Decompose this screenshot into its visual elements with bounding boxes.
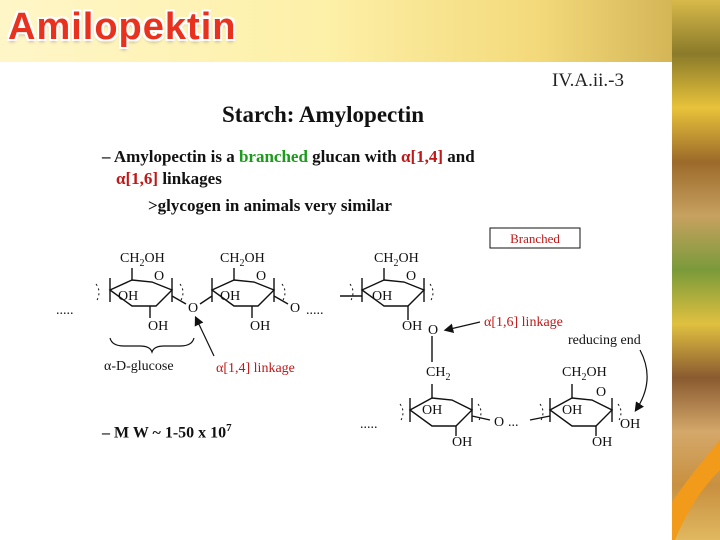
bullet-text-mid: glucan with xyxy=(307,147,401,166)
ring5-ch2oh xyxy=(562,365,607,383)
ring5-ch2oh-sub: 2 xyxy=(581,372,587,383)
chain-dots-left: ..... xyxy=(56,303,74,318)
ring3-oh-left: OH xyxy=(372,289,393,304)
alpha-1-4-arrow xyxy=(196,318,214,356)
glycosidic-oxygen-2: O xyxy=(290,301,301,316)
reducing-end-label: reducing end xyxy=(568,333,641,348)
ring4-oh-bottom: OH xyxy=(452,435,473,450)
alpha-1-6-text: [1,6] linkage xyxy=(491,315,563,330)
alpha-1-6-symbol: α xyxy=(484,315,492,330)
ring2-oxygen: O xyxy=(256,269,267,284)
ring3-ch2oh-tail: OH xyxy=(398,251,419,266)
mw-text: – M W ~ 1-50 x 10 xyxy=(102,424,227,442)
glycosidic-oxygen-3: O xyxy=(494,415,505,430)
alpha-1-6-highlight: α[1,6] xyxy=(116,169,159,188)
ring2-oh-left: OH xyxy=(220,289,241,304)
ring5-ch2oh-tail: OH xyxy=(586,365,607,380)
branched-highlight: branched xyxy=(238,147,308,166)
ring3-oh-bottom: OH xyxy=(402,319,423,334)
slide-reference-code: IV.A.ii.-3 xyxy=(552,70,624,91)
glycosidic-oxygen-1: O xyxy=(188,301,199,316)
glucose-brace xyxy=(110,338,194,352)
ring5-oh-bottom: OH xyxy=(592,435,613,450)
ring2-oh-bottom: OH xyxy=(250,319,271,334)
ch2-sub: 2 xyxy=(445,372,451,383)
ring5-oh-right: OH xyxy=(620,417,641,432)
slide-heading: Starch: Amylopectin xyxy=(222,102,425,127)
chain-dots-short: ... xyxy=(508,415,519,430)
ring1-ch2oh xyxy=(120,251,165,269)
ch2-ch: CH xyxy=(426,365,446,380)
ring3-ch2oh-ch: CH xyxy=(374,251,394,266)
bullet-text-pre: Amylopectin is a xyxy=(113,147,239,166)
ring1-oh-bottom: OH xyxy=(148,319,169,334)
bullet-glycogen-note: >glycogen in animals very similar xyxy=(148,196,392,215)
alpha-1-6-oxygen: O xyxy=(428,323,439,338)
ring2-ch2oh-ch: CH xyxy=(220,251,240,266)
banner-title: Amilopektin xyxy=(8,6,237,48)
alpha-1-4-symbol: α xyxy=(216,361,224,376)
alpha-1-4-highlight: α[1,4] xyxy=(400,147,444,166)
ring5-oxygen: O xyxy=(596,385,607,400)
ring3-ch2oh xyxy=(374,251,419,269)
ring2-ch2oh-sub: 2 xyxy=(239,258,245,269)
chain-dots-middle: ..... xyxy=(306,303,324,318)
ring5-ch2oh-ch: CH xyxy=(562,365,582,380)
alpha-1-4-text: [1,4] linkage xyxy=(223,361,295,376)
ring3-ch2oh-sub: 2 xyxy=(393,258,399,269)
ring5-oh-left: OH xyxy=(562,403,583,418)
bullet-text-and: and xyxy=(443,147,475,166)
alpha-1-6-label xyxy=(484,315,563,330)
bullet-dash: – xyxy=(102,147,114,166)
ring1-ch2oh-tail: OH xyxy=(144,251,165,266)
ring2-ch2oh xyxy=(220,251,265,269)
branched-label: Branched xyxy=(510,231,560,246)
ring1-ch2oh-sub: 2 xyxy=(139,258,145,269)
bullet-text-post: linkages xyxy=(158,169,222,188)
ring4-oh-left: OH xyxy=(422,403,443,418)
ring1-ch2oh-ch: CH xyxy=(120,251,140,266)
ch2-group xyxy=(426,365,450,383)
ring3-oxygen: O xyxy=(406,269,417,284)
ring1-oh-left: OH xyxy=(118,289,139,304)
glucose-label: α-D-glucose xyxy=(104,359,174,374)
chain-dots-lower-left: ..... xyxy=(360,417,378,432)
alpha-1-4-label xyxy=(216,361,295,376)
alpha-1-6-arrow xyxy=(446,322,480,330)
reducing-end-arrow xyxy=(636,350,647,410)
ring1-oxygen: O xyxy=(154,269,165,284)
mw-exponent: 7 xyxy=(226,422,232,434)
ring2-ch2oh-tail: OH xyxy=(244,251,265,266)
